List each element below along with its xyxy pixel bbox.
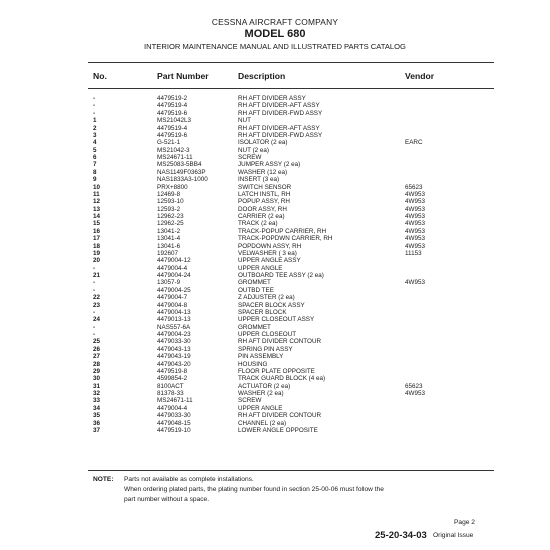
vendor-code: 4W953 bbox=[405, 390, 425, 397]
description: SPRING PIN ASSY bbox=[238, 345, 293, 353]
manual-title: INTERIOR MAINTENANCE MANUAL AND ILLUSTRATED PARTS CATALOG bbox=[144, 42, 406, 51]
item-number: 33 bbox=[93, 397, 101, 405]
description: ACTUATOR (2 ea) bbox=[238, 382, 291, 390]
table-row bbox=[0, 169, 550, 176]
part-number: 4479043-19 bbox=[157, 353, 191, 361]
description: OUTBD TEE bbox=[238, 286, 274, 294]
note-line-2: When ordering plated parts, the plating number found in section 25-00-06 must follow the bbox=[124, 486, 384, 493]
vendor-code: 11153 bbox=[405, 249, 422, 257]
table-row bbox=[0, 117, 550, 124]
table-row bbox=[0, 206, 550, 213]
vendor-code: 4W953 bbox=[405, 205, 425, 213]
item-number: 13 bbox=[93, 205, 101, 213]
item-number: 25 bbox=[93, 338, 101, 346]
part-number: 4479043-20 bbox=[157, 360, 191, 368]
table-row bbox=[0, 257, 550, 264]
description: HOUSING bbox=[238, 360, 268, 368]
part-number: 4599854-2 bbox=[157, 375, 188, 383]
company-name: CESSNA AIRCRAFT COMPANY bbox=[211, 17, 339, 27]
item-number: - bbox=[93, 323, 96, 331]
table-row bbox=[0, 191, 550, 198]
part-number: 192607 bbox=[157, 249, 179, 257]
item-number: - bbox=[93, 286, 96, 294]
part-number: 13041-6 bbox=[157, 242, 181, 250]
column-header-part-number: Part Number bbox=[157, 71, 209, 81]
item-number: - bbox=[93, 331, 96, 338]
description: POPDOWN ASSY, RH bbox=[238, 242, 302, 250]
item-number: 9 bbox=[93, 176, 97, 184]
item-number: 10 bbox=[93, 183, 101, 191]
description: SWITCH SENSOR bbox=[238, 183, 292, 191]
vendor-code: 65623 bbox=[405, 382, 423, 390]
item-number: 37 bbox=[93, 426, 101, 434]
table-row bbox=[0, 279, 550, 286]
description: POPUP ASSY, RH bbox=[238, 198, 290, 206]
table-row bbox=[0, 243, 550, 250]
description: SPACER BLOCK ASSY bbox=[238, 301, 305, 309]
table-row bbox=[0, 287, 550, 294]
item-number: 31 bbox=[93, 382, 101, 390]
part-number: NAS557-6A bbox=[157, 323, 191, 331]
item-number: 36 bbox=[93, 419, 101, 427]
description: RH AFT DIVIDER CONTOUR bbox=[238, 338, 322, 346]
item-number: 6 bbox=[93, 154, 97, 161]
vendor-code: 4W953 bbox=[405, 242, 425, 250]
part-number: 12962-25 bbox=[157, 220, 184, 228]
note-line-3: part number without a space. bbox=[124, 496, 210, 503]
description: NUT bbox=[238, 117, 251, 125]
part-number: 12593-10 bbox=[157, 198, 184, 206]
part-number: 4479519-6 bbox=[157, 109, 188, 117]
table-row bbox=[0, 235, 550, 242]
part-number: 4479004-24 bbox=[157, 272, 191, 279]
item-number: 1 bbox=[93, 117, 97, 125]
part-number: 13057-9 bbox=[157, 279, 181, 287]
item-number: - bbox=[93, 279, 96, 287]
description: JUMPER ASSY (2 ea) bbox=[238, 161, 301, 169]
table-row bbox=[0, 420, 550, 427]
vendor-code: EARC bbox=[405, 139, 423, 147]
part-number: 8100ACT bbox=[157, 382, 184, 390]
table-row bbox=[0, 302, 550, 309]
column-header-vendor: Vendor bbox=[405, 71, 435, 81]
description: TRACK-POPDWN CARRIER, RH bbox=[238, 235, 333, 243]
description: SCREW bbox=[238, 154, 262, 161]
item-number: 11 bbox=[93, 190, 100, 198]
part-number: 4479004-13 bbox=[157, 308, 191, 316]
part-number: 4479519-2 bbox=[157, 95, 188, 102]
table-row bbox=[0, 294, 550, 301]
item-number: 15 bbox=[93, 220, 101, 228]
item-number: 35 bbox=[93, 412, 101, 420]
table-row bbox=[0, 427, 550, 434]
item-number: - bbox=[93, 95, 96, 102]
part-number: 12469-8 bbox=[157, 190, 181, 198]
part-number: 13041-4 bbox=[157, 235, 181, 243]
part-number: 4479004-8 bbox=[157, 301, 188, 309]
item-number: 27 bbox=[93, 353, 101, 361]
item-number: 16 bbox=[93, 227, 101, 235]
part-number: NAS1833A3-1000 bbox=[157, 176, 208, 184]
table-row bbox=[0, 147, 550, 154]
part-number: 4479033-30 bbox=[157, 338, 191, 346]
table-row bbox=[0, 198, 550, 205]
table-end-rule bbox=[88, 470, 494, 471]
part-number: MS21042-3 bbox=[157, 146, 190, 154]
item-number: 20 bbox=[93, 257, 101, 265]
description: RH AFT DIVIDER CONTOUR bbox=[238, 412, 322, 420]
issue-status: Original Issue bbox=[433, 532, 474, 539]
item-number: 4 bbox=[93, 139, 97, 147]
table-row bbox=[0, 161, 550, 168]
description: SPACER BLOCK bbox=[238, 308, 287, 316]
description: ISOLATOR (2 ea) bbox=[238, 139, 288, 147]
description: LOWER ANGLE OPPOSITE bbox=[238, 426, 318, 434]
item-number: - bbox=[93, 109, 96, 117]
table-row bbox=[0, 309, 550, 316]
description: RH AFT DIVIDER-AFT ASSY bbox=[238, 102, 320, 110]
description: VELWASHER ( 3 ea) bbox=[238, 249, 297, 257]
description: OUTBOARD TEE ASSY (2 ea) bbox=[238, 272, 324, 279]
description: Z ADJUSTER (2 ea) bbox=[238, 294, 295, 302]
table-row bbox=[0, 383, 550, 390]
description: GROMMET bbox=[238, 279, 271, 287]
document-id: 25-20-34-03 bbox=[375, 530, 427, 541]
item-number: 21 bbox=[93, 272, 101, 279]
part-number: 4479043-13 bbox=[157, 345, 191, 353]
part-number: MS24671-11 bbox=[157, 397, 193, 405]
part-number: PRX+8800 bbox=[157, 183, 188, 191]
description: RH AFT DIVIDER-AFT ASSY bbox=[238, 124, 320, 132]
table-row bbox=[0, 346, 550, 353]
table-row bbox=[0, 102, 550, 109]
part-number: 4479013-13 bbox=[157, 316, 191, 324]
column-header-description: Description bbox=[238, 71, 286, 81]
vendor-code: 4W953 bbox=[405, 198, 425, 206]
part-number: G-521-1 bbox=[157, 139, 181, 147]
description: TRACK GUARD BLOCK (4 ea) bbox=[238, 375, 326, 383]
description: RH AFT DIVIDER ASSY bbox=[238, 95, 306, 102]
vendor-code: 4W953 bbox=[405, 235, 425, 243]
part-number: 4479519-4 bbox=[157, 124, 188, 132]
column-header-no: No. bbox=[93, 71, 107, 81]
item-number: 22 bbox=[93, 294, 101, 302]
table-row bbox=[0, 397, 550, 404]
table-row bbox=[0, 412, 550, 419]
model-title: MODEL 680 bbox=[244, 28, 306, 40]
description: WASHER (2 ea) bbox=[238, 390, 284, 397]
table-row bbox=[0, 353, 550, 360]
table-row bbox=[0, 324, 550, 331]
part-number: 4479519-4 bbox=[157, 102, 188, 110]
table-row bbox=[0, 228, 550, 235]
part-number: 4479048-15 bbox=[157, 419, 191, 427]
table-row bbox=[0, 265, 550, 272]
description: DOOR ASSY, RH bbox=[238, 205, 287, 213]
description: UPPER ANGLE bbox=[238, 404, 283, 412]
description: LATCH INSTL, RH bbox=[238, 190, 291, 198]
vendor-code: 4W953 bbox=[405, 213, 425, 220]
item-number: 5 bbox=[93, 146, 97, 154]
item-number: 8 bbox=[93, 168, 97, 176]
note-line-1: Parts not available as complete installations. bbox=[124, 476, 254, 483]
header-bottom-rule bbox=[88, 88, 494, 89]
item-number: 19 bbox=[93, 249, 101, 257]
part-number: MS21042L3 bbox=[157, 117, 191, 125]
table-row bbox=[0, 375, 550, 382]
description: TRACK (2 ea) bbox=[238, 220, 278, 228]
table-row bbox=[0, 213, 550, 220]
description: CARRIER (2 ea) bbox=[238, 213, 285, 220]
note-label: NOTE: bbox=[93, 476, 114, 483]
table-row bbox=[0, 390, 550, 397]
table-row bbox=[0, 368, 550, 375]
vendor-code: 4W953 bbox=[405, 220, 425, 228]
item-number: - bbox=[93, 308, 96, 316]
table-row bbox=[0, 139, 550, 146]
table-row bbox=[0, 220, 550, 227]
table-row bbox=[0, 361, 550, 368]
table-row bbox=[0, 405, 550, 412]
part-number: 4479004-23 bbox=[157, 331, 191, 338]
item-number: 24 bbox=[93, 316, 101, 324]
table-row bbox=[0, 110, 550, 117]
table-row bbox=[0, 250, 550, 257]
description: FLOOR PLATE OPPOSITE bbox=[238, 367, 315, 375]
description: CHANNEL (2 ea) bbox=[238, 419, 287, 427]
vendor-code: 4W953 bbox=[405, 227, 425, 235]
item-number: 3 bbox=[93, 131, 97, 139]
description: SCREW bbox=[238, 397, 262, 405]
description: RH AFT DIVIDER-FWD ASSY bbox=[238, 109, 323, 117]
vendor-code: 4W953 bbox=[405, 190, 425, 198]
item-number: 14 bbox=[93, 213, 101, 220]
table-row bbox=[0, 272, 550, 279]
table-row bbox=[0, 125, 550, 132]
item-number: 32 bbox=[93, 390, 101, 397]
description: UPPER CLOSEOUT bbox=[238, 331, 297, 338]
table-row bbox=[0, 95, 550, 102]
vendor-code: 65623 bbox=[405, 183, 423, 191]
description: NUT (2 ea) bbox=[238, 146, 270, 154]
part-number: 4479004-4 bbox=[157, 264, 188, 272]
part-number: 12962-23 bbox=[157, 213, 184, 220]
part-number: 4479519-10 bbox=[157, 426, 191, 434]
description: GROMMET bbox=[238, 323, 271, 331]
table-row bbox=[0, 184, 550, 191]
description: UPPER ANGLE ASSY bbox=[238, 257, 301, 265]
part-number: 4479004-12 bbox=[157, 257, 191, 265]
part-number: 4479004-4 bbox=[157, 404, 188, 412]
part-number: MS25083-5BB4 bbox=[157, 161, 202, 169]
part-number: 4479004-7 bbox=[157, 294, 188, 302]
description: RH AFT DIVIDER-FWD ASSY bbox=[238, 131, 323, 139]
table-row bbox=[0, 154, 550, 161]
part-number: 12593-2 bbox=[157, 205, 181, 213]
parts-table bbox=[0, 95, 550, 434]
part-number: MS24671-11 bbox=[157, 154, 193, 161]
page-number: Page 2 bbox=[454, 519, 475, 526]
table-row bbox=[0, 316, 550, 323]
part-number: 81378-33 bbox=[157, 390, 184, 397]
item-number: 23 bbox=[93, 301, 101, 309]
item-number: 26 bbox=[93, 345, 101, 353]
item-number: - bbox=[93, 264, 96, 272]
table-row bbox=[0, 338, 550, 345]
description: TRACK-POPUP CARRIER, RH bbox=[238, 227, 327, 235]
description: PIN ASSEMBLY bbox=[238, 353, 284, 361]
vendor-code: 4W953 bbox=[405, 279, 425, 287]
part-number: NAS1149F0363P bbox=[157, 168, 206, 176]
part-number: 4479004-25 bbox=[157, 286, 191, 294]
part-number: 4479033-30 bbox=[157, 412, 191, 420]
description: INSERT (3 ea) bbox=[238, 176, 280, 184]
table-row bbox=[0, 331, 550, 338]
part-number: 4479519-6 bbox=[157, 131, 188, 139]
description: UPPER CLOSEOUT ASSY bbox=[238, 316, 315, 324]
part-number: 4479519-8 bbox=[157, 367, 188, 375]
item-number: 12 bbox=[93, 198, 101, 206]
item-number: 29 bbox=[93, 367, 101, 375]
description: WASHER (12 ea) bbox=[238, 168, 288, 176]
table-row bbox=[0, 176, 550, 183]
item-number: 28 bbox=[93, 360, 101, 368]
item-number: 17 bbox=[93, 235, 101, 243]
part-number: 13041-2 bbox=[157, 227, 181, 235]
item-number: 7 bbox=[93, 161, 97, 169]
description: UPPER ANGLE bbox=[238, 264, 283, 272]
item-number: 18 bbox=[93, 242, 101, 250]
item-number: - bbox=[93, 102, 96, 110]
item-number: 2 bbox=[93, 124, 97, 132]
header-top-rule bbox=[88, 62, 494, 63]
item-number: 30 bbox=[93, 375, 101, 383]
item-number: 34 bbox=[93, 404, 101, 412]
table-row bbox=[0, 132, 550, 139]
